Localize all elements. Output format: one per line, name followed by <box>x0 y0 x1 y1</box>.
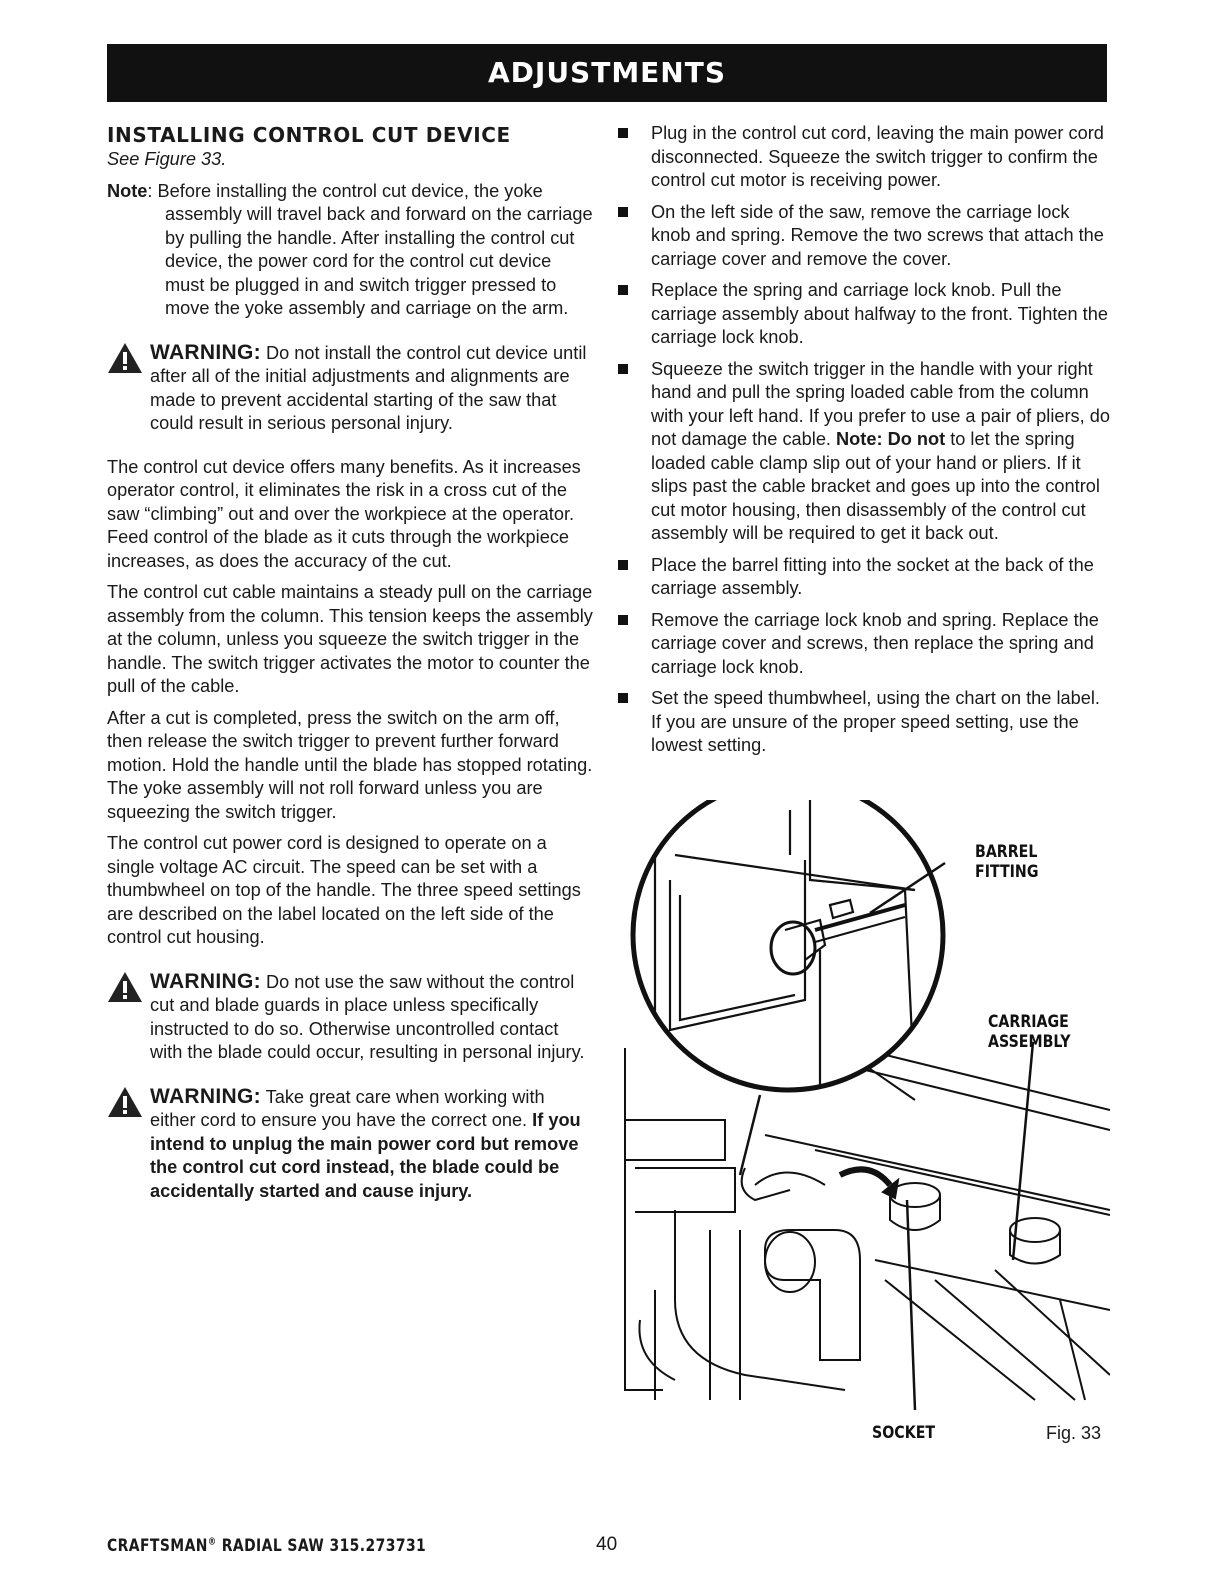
callout-socket: SOCKET <box>872 1423 936 1442</box>
step-text: Place the barrel fitting into the socket at the back of the carriage assembly. <box>651 554 1094 598</box>
section-banner: ADJUSTMENTS <box>107 44 1107 102</box>
bullet-square-icon <box>618 560 628 570</box>
warning-triangle-icon <box>107 1086 143 1118</box>
warning-emphasis: If you intend to unplug the main power cord but remove the control cut cord instead, the blade could be accidentally started and cause injury. <box>150 1110 581 1201</box>
step-item <box>615 609 1110 680</box>
page-number: 40 <box>596 1534 618 1555</box>
callout-barrel-fitting <box>975 842 1038 882</box>
bullet-square-icon <box>618 364 628 374</box>
model-number: RADIAL SAW 315.273731 <box>216 1536 427 1556</box>
figure-caption: Fig. 33 <box>1046 1423 1102 1443</box>
registered-mark: ® <box>207 1536 217 1548</box>
callout-line: CARRIAGE <box>988 1012 1069 1031</box>
bullet-square-icon <box>618 285 628 295</box>
warning-text: Do not install the control cut device until after all of the initial adjustments and alignments are made to prevent accidental starting of the saw that could result in serious personal injury. <box>150 342 587 433</box>
bullet-square-icon <box>618 615 628 625</box>
bullet-square-icon <box>618 128 628 138</box>
see-figure-ref: See Figure 33. <box>107 149 227 169</box>
step-list <box>615 122 1110 758</box>
step-item <box>615 358 1110 546</box>
warning-3 <box>107 1085 594 1204</box>
right-column <box>615 122 1110 766</box>
footer-brand <box>107 1536 426 1556</box>
step-item <box>615 201 1110 272</box>
note-label: Note <box>107 180 148 201</box>
callout-line: ASSEMBLY <box>988 1032 1071 1051</box>
warning-label: WARNING: <box>150 340 261 364</box>
warning-2 <box>107 970 594 1065</box>
paragraph: The control cut power cord is designed to operate on a single voltage AC circuit. The speed can be set with a thumbwheel on top of the handle. The three speed settings are described on the label located on the left side of the control cut housing. <box>107 833 581 947</box>
step-text: On the left side of the saw, remove the carriage lock knob and spring. Remove the two screws that attach the carriage cover and remove the cover. <box>651 201 1104 269</box>
note-text: : Before installing the control cut device, the yoke assembly will travel back and forward on the carriage by pulling the handle. After installing the control cut device, the power cord for the control cut device must be plugged in and switch trigger pressed to move the yoke assembly and carriage on the arm. <box>147 180 593 318</box>
figure-33-illustration <box>615 800 1110 1412</box>
step-item <box>615 122 1110 193</box>
note-paragraph <box>107 180 594 321</box>
warning-text: Do not use the saw without the control cut and blade guards in place unless specifically instructed to do so. Otherwise uncontrolled contact with the blade could occur, resulting in personal injury. <box>150 971 585 1062</box>
callout-carriage-assembly <box>988 1012 1071 1052</box>
step-text: Remove the carriage lock knob and spring. Replace the carriage cover and screws, then replace the spring and carriage lock knob. <box>651 609 1099 677</box>
warning-triangle-icon <box>107 342 143 374</box>
step-note-bold: Note: Do not <box>836 429 946 449</box>
section-title: INSTALLING CONTROL CUT DEVICE <box>107 123 511 147</box>
paragraph: After a cut is completed, press the switch on the arm off, then release the switch trigger to prevent further forward motion. Hold the handle until the blade has stopped rotating. The yoke assembly will not roll forward unless you are squeezing the switch trigger. <box>107 707 593 822</box>
paragraph: The control cut cable maintains a steady pull on the carriage assembly from the column. This tension keeps the assembly at the column, unless you squeeze the switch trigger in the handle. The switch trigger activates the motor to counter the pull of the cable. <box>107 582 593 696</box>
step-text: Replace the spring and carriage lock knob. Pull the carriage assembly about halfway to the front. Tighten the carriage lock knob. <box>651 280 1108 347</box>
warning-text: Take great care when working with either cord to ensure you have the correct one. <box>150 1086 545 1130</box>
callout-line: BARREL <box>975 842 1038 861</box>
warning-triangle-icon <box>107 971 143 1003</box>
bullet-square-icon <box>618 207 628 217</box>
step-text: Plug in the control cut cord, leaving the main power cord disconnected. Squeeze the switch trigger to confirm the control cut motor is receiving power. <box>651 123 1104 190</box>
warning-label: WARNING: <box>150 969 261 993</box>
callout-line: FITTING <box>975 862 1039 881</box>
bullet-square-icon <box>618 693 628 703</box>
step-item <box>615 279 1110 350</box>
paragraph: The control cut device offers many benefits. As it increases operator control, it eliminates the risk in a cross cut of the saw “climbing” out and over the workpiece at the operator. Feed control of the blade as it cuts through the workpiece increases, as does the accuracy of the cut. <box>107 456 581 571</box>
step-text-b: to let the spring loaded cable clamp slip out of your hand or pliers. If it slips past the cable bracket and goes up into the control cut motor housing, then disassembly of the control cut assembly will be required to get it back out. <box>651 429 1100 543</box>
step-item <box>615 554 1110 601</box>
step-item <box>615 687 1110 758</box>
warning-label: WARNING: <box>150 1084 261 1108</box>
left-column <box>107 122 594 1223</box>
step-text: Set the speed thumbwheel, using the chart on the label. If you are unsure of the proper speed setting, use the lowest setting. <box>651 688 1100 755</box>
warning-1 <box>107 341 594 436</box>
brand-logo: CRAFTSMAN <box>107 1536 208 1556</box>
step-text-a: Squeeze the switch trigger in the handle with your right hand and pull the spring loaded cable from the column with your left hand. If you prefer to use a pair of pliers, do not damage the cable. <box>651 358 1110 449</box>
